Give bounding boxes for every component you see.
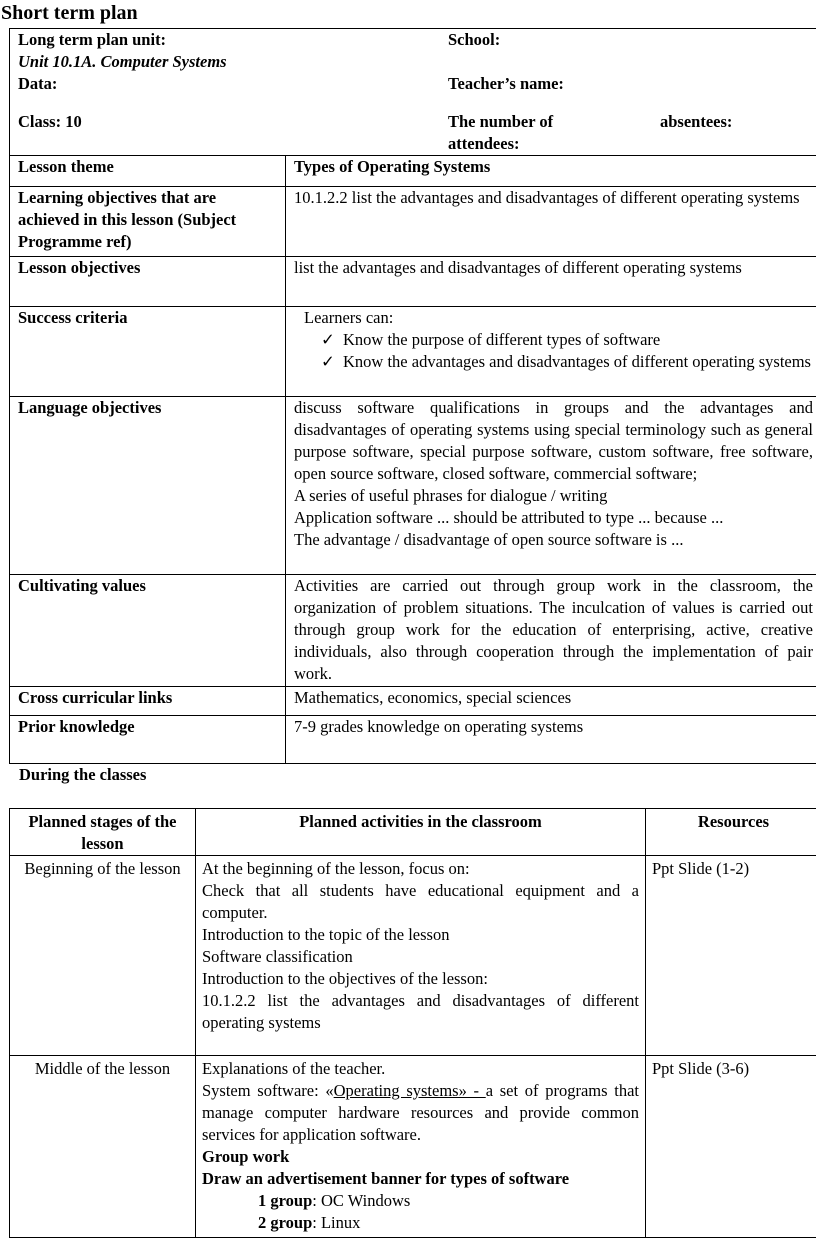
cross-curricular-value: Mathematics, economics, special sciences: [286, 687, 816, 716]
teacher-label: Teacher’s name:: [448, 74, 564, 93]
activity-line: Software classification: [202, 947, 353, 966]
attendees-label-part1: The number of: [448, 112, 554, 131]
cultivating-values-value: Activities are carried out through group work in the classroom, the organization of problem situations. The inculcation of values is carried out through group work for the education of enterprising, active, creative individuals, also through cooperation through the implementation of pair work.: [286, 575, 816, 687]
col-header-stages: Planned stages of the lesson: [10, 809, 196, 856]
lesson-objectives-value: list the advantages and disadvantages of different operating systems: [286, 257, 816, 307]
group-value: : Linux: [312, 1213, 361, 1232]
group-label: 2 group: [258, 1213, 313, 1232]
group-line: [202, 1190, 639, 1212]
banner-task: Draw an advertisement banner for types of software: [202, 1169, 570, 1188]
col-header-resources: Resources: [646, 809, 816, 856]
system-software-prefix: System software: «: [202, 1081, 334, 1100]
unit-label: Long term plan unit:: [18, 30, 167, 49]
language-para: discuss software qualifications in groups and the advantages and disadvantages of operating systems using special terminology such as general purpose software, special purpose software, custom software, free software, open source software, closed software, commercial software;: [294, 398, 813, 483]
success-criteria-label: Success criteria: [10, 307, 286, 397]
activities-middle: [196, 1056, 646, 1238]
success-item-text: Know the purpose of different types of software: [343, 330, 661, 349]
success-item-text: Know the advantages and disadvantages of different operating systems: [343, 352, 811, 371]
activity-line: At the beginning of the lesson, focus on:: [202, 859, 470, 878]
activity-line: [202, 1080, 639, 1146]
activities-beginning: [196, 856, 646, 1056]
planned-activities-table: [9, 808, 816, 1238]
unit-value: Unit 10.1A. Computer Systems: [18, 52, 227, 71]
learning-objectives-value: 10.1.2.2 list the advantages and disadvantages of different operating systems: [286, 187, 816, 257]
group-label: 1 group: [258, 1191, 313, 1210]
success-item: [294, 329, 813, 351]
col-header-activities: Planned activities in the classroom: [196, 809, 646, 856]
resource-beginning: Ppt Slide (1-2): [646, 856, 816, 1056]
theme-value: Types of Operating Systems: [286, 156, 816, 187]
header-cell: [10, 29, 816, 156]
group-line: [202, 1212, 639, 1234]
stage-beginning: Beginning of the lesson: [10, 856, 196, 1056]
operating-systems-term: Operating systems» -: [333, 1081, 486, 1100]
language-line: The advantage / disadvantage of open source software is ...: [294, 530, 684, 549]
checkmark-icon: ✓: [321, 352, 335, 371]
data-label: Data:: [18, 74, 58, 93]
during-classes-heading: During the classes: [19, 765, 147, 784]
activity-line: Explanations of the teacher.: [202, 1059, 386, 1078]
language-line: Application software ... should be attributed to type ... because ...: [294, 508, 724, 527]
language-line: A series of useful phrases for dialogue / writing: [294, 486, 608, 505]
theme-label: Lesson theme: [10, 156, 286, 187]
plan-info-table: [9, 28, 816, 764]
prior-knowledge-value: 7-9 grades knowledge on operating systems: [286, 716, 816, 764]
activity-line: Introduction to the objectives of the lesson:: [202, 969, 488, 988]
absentees-label: absentees:: [660, 112, 733, 131]
group-value: : OC Windows: [312, 1191, 411, 1210]
class-label: Class: 10: [18, 112, 82, 131]
stage-middle: Middle of the lesson: [10, 1056, 196, 1238]
success-item: [294, 351, 813, 373]
prior-knowledge-label: Prior knowledge: [10, 716, 286, 764]
language-objectives-value: [286, 397, 816, 575]
resource-middle: Ppt Slide (3-6): [646, 1056, 816, 1238]
system-software-definition: a set of programs that manage computer hardware resources and provide common services for application software.: [202, 1081, 639, 1144]
checkmark-icon: ✓: [321, 330, 335, 349]
page-title: Short term plan: [1, 2, 138, 24]
language-objectives-label: Language objectives: [10, 397, 286, 575]
learning-objectives-label: Learning objectives that are achieved in this lesson (Subject Programme ref): [10, 187, 286, 257]
lesson-objectives-label: Lesson objectives: [10, 257, 286, 307]
activity-line: Introduction to the topic of the lesson: [202, 925, 450, 944]
success-criteria-value: [286, 307, 816, 397]
activity-line: Check that all students have educational equipment and a computer.: [202, 881, 639, 922]
cross-curricular-label: Cross curricular links: [10, 687, 286, 716]
attendees-label-part2: attendees:: [448, 134, 520, 153]
cultivating-values-label: Cultivating values: [10, 575, 286, 687]
group-work-heading: Group work: [202, 1147, 290, 1166]
activity-line: 10.1.2.2 list the advantages and disadvantages of different operating systems: [202, 991, 639, 1032]
school-label: School:: [448, 30, 501, 49]
success-intro: Learners can:: [304, 308, 394, 327]
